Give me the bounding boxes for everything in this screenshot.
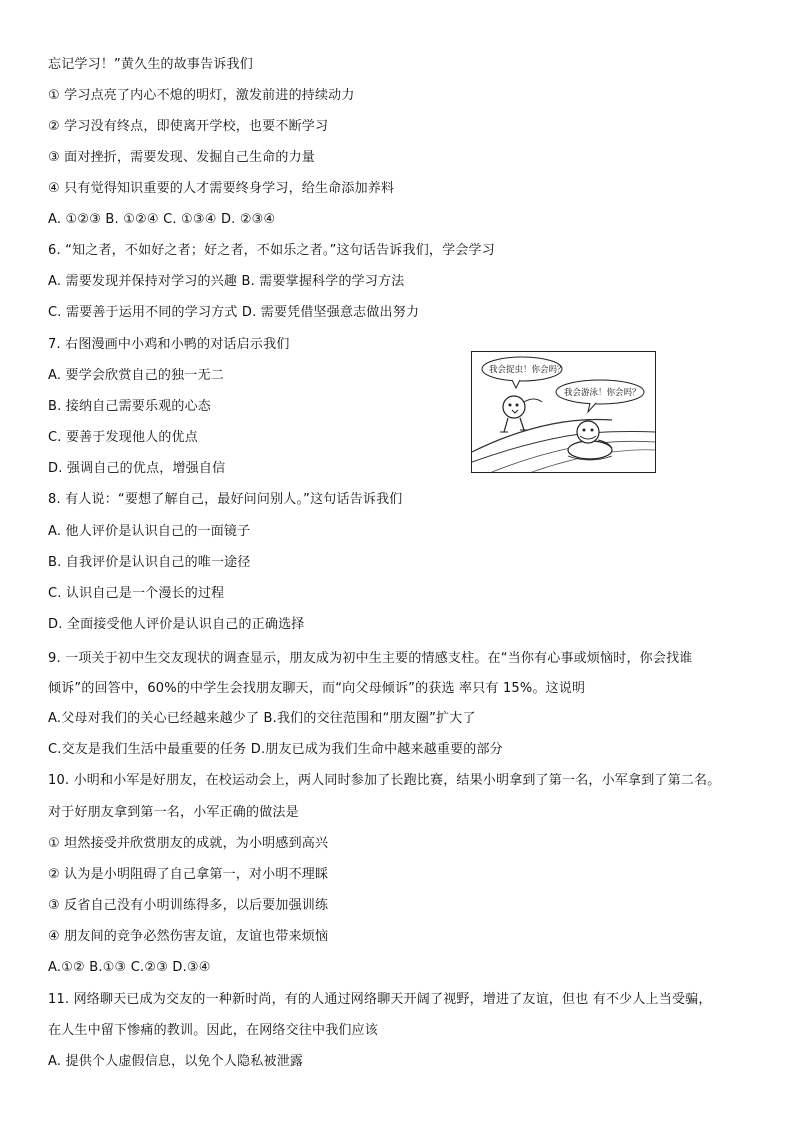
q9-options-ab: A.父母对我们的关心已经越来越少了 B.我们的交往范围和“朋友圈”扩大了 — [48, 711, 476, 726]
q8-option-c: C. 认识自己是一个漫长的过程 — [48, 586, 225, 601]
q7-option-c: C. 要善于发现他人的优点 — [48, 430, 198, 445]
q5-statement-3: ③ 面对挫折，需要发现、发掘自己生命的力量 — [48, 150, 315, 165]
q6-options-cd: C. 需要善于运用不同的学习方式 D. 需要凭借坚强意志做出努力 — [48, 305, 420, 320]
q11-stem-1: 11. 网络聊天已成为交友的一种新时尚，有的人通过网络聊天开阔了视野，增进了友谊，但也 有不少人上当受骗， — [48, 992, 712, 1007]
q11-stem-2: 在人生中留下惨痛的教训。因此，在网络交往中我们应该 — [48, 1023, 379, 1038]
duck-speech-text: 我会游泳！你会吗？ — [564, 388, 641, 398]
q7-option-b: B. 接纳自己需要乐观的心态 — [48, 399, 211, 414]
chick-speech-text: 我会捉虫！你会吗？ — [489, 365, 566, 375]
q5-stem-end: 忘记学习！”黄久生的故事告诉我们 — [48, 57, 253, 72]
q9-options-cd: C.交友是我们生活中最重要的任务 D.朋友已成为我们生命中越来越重要的部分 — [48, 742, 503, 757]
q10-statement-2: ② 认为是小明阻碍了自己拿第一，对小明不理睬 — [48, 867, 329, 882]
q8-stem: 8. 有人说：“要想了解自己，最好问问别人。”这句话告诉我们 — [48, 492, 403, 507]
q6-stem: 6. “知之者，不如好之者；好之者，不如乐之者。”这句话告诉我们，学会学习 — [48, 243, 495, 258]
q7-option-d: D. 强调自己的优点，增强自信 — [48, 461, 226, 476]
chick-figure — [500, 396, 542, 432]
q5-statement-1: ① 学习点亮了内心不熄的明灯，激发前进的持续动力 — [48, 88, 355, 103]
q7-option-a: A. 要学会欣赏自己的独一无二 — [48, 368, 224, 383]
q10-stem-2: 对于好朋友拿到第一名，小军正确的做法是 — [48, 805, 299, 820]
q8-option-a: A. 他人评价是认识自己的一面镜子 — [48, 524, 251, 539]
cartoon-drawing — [472, 352, 655, 472]
q10-stem-1: 10. 小明和小军是好朋友，在校运动会上，两人同时参加了长跑比赛，结果小明拿到了第一名，小军拿到了第二名。 — [48, 773, 721, 788]
q8-option-b: B. 自我评价是认识自己的唯一途径 — [48, 555, 251, 570]
duck-figure — [568, 421, 612, 460]
q10-statement-1: ① 坦然接受并欣赏朋友的成就，为小明感到高兴 — [48, 836, 329, 851]
q8-option-d: D. 全面接受他人评价是认识自己的正确选择 — [48, 617, 305, 632]
q6-options-ab: A. 需要发现并保持对学习的兴趣 B. 需要掌握科学的学习方法 — [48, 274, 405, 289]
q5-statement-2: ② 学习没有终点，即使离开学校，也要不断学习 — [48, 119, 329, 134]
q10-statement-4: ④ 朋友间的竞争必然伤害友谊，友谊也带来烦恼 — [48, 929, 329, 944]
q10-statement-3: ③ 反省自己没有小明训练得多，以后要加强训练 — [48, 898, 329, 913]
q11-option-a: A. 提供个人虚假信息，以免个人隐私被泄露 — [48, 1054, 304, 1069]
q7-stem: 7. 右图漫画中小鸡和小鸭的对话启示我们 — [48, 337, 290, 352]
chick-duck-cartoon — [471, 351, 656, 473]
q5-statement-4: ④ 只有觉得知识重要的人才需要终身学习，给生命添加养料 — [48, 181, 395, 196]
q10-options: A.①② B.①③ C.②③ D.③④ — [48, 960, 211, 975]
q9-stem-1: 9. 一项关于初中生交友现状的调查显示，朋友成为初中生主要的情感支柱。在“当你有心事或烦恼时，你会找谁 — [48, 651, 693, 666]
q5-options: A. ①②③ B. ①②④ C. ①③④ D. ②③④ — [48, 212, 276, 227]
q9-stem-2: 倾诉”的回答中，60%的中学生会找朋友聊天，而“向父母倾诉”的获选 率只有 15%。这说明 — [48, 681, 586, 696]
